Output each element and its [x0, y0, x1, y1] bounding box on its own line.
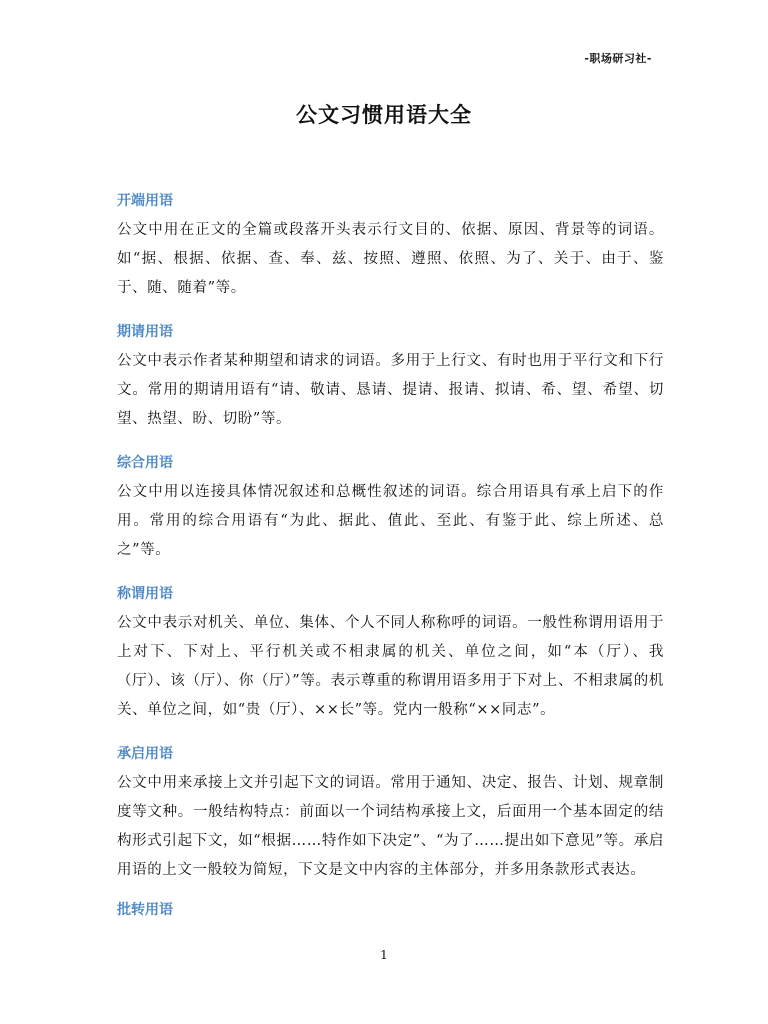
- page-title: 公文习惯用语大全: [296, 102, 472, 127]
- section-heading: 综合用语: [117, 455, 173, 471]
- section-summary-terms: [117, 452, 664, 565]
- section-heading: 期请用语: [117, 324, 173, 340]
- section-transition-terms: [117, 743, 664, 885]
- section-paragraph: 公文中用来承接上文并引起下文的词语。常用于通知、决定、报告、计划、规章制度等文种。一般结构特点：前面以一个词结构承接上文，后面用一个基本固定的结构形式引起下文，如“根据……特作如下决定”、“为了……提出如下意见”等。承启用语的上文一般较为简短，下文是文中内容的主体部分，并多用条款形式表达。: [117, 775, 664, 878]
- document-body: [117, 190, 664, 925]
- section-paragraph: 公文中表示对机关、单位、集体、个人不同人称称呼的词语。一般性称谓用语用于上对下、下对上、平行机关或不相隶属的机关、单位之间，如“本（厅）、我（厅）、该（厅）、你（厅）”等。表示尊重的称谓用语多用于下对上、不相隶属的机关、单位之间，如“贵（厅）、××长”等。党内一般称“××同志”。: [117, 615, 664, 718]
- page-number: 1: [380, 948, 388, 962]
- section-heading: 开端用语: [117, 193, 173, 209]
- section-paragraph: 公文中用以连接具体情况叙述和总概性叙述的词语。综合用语具有承上启下的作用。常用的综合用语有“为此、据此、值此、至此、有鉴于此、综上所述、总之”等。: [117, 484, 664, 558]
- section-heading: 称谓用语: [117, 586, 173, 602]
- section-address-terms: [117, 583, 664, 725]
- section-request-terms: [117, 321, 664, 434]
- section-opening-terms: [117, 190, 664, 303]
- header-watermark-text: -职场研习社-: [584, 52, 652, 65]
- section-heading-endorsement-terms: 批转用语: [117, 902, 173, 918]
- section-heading: 承启用语: [117, 746, 173, 762]
- section-paragraph: 公文中用在正文的全篇或段落开头表示行文目的、依据、原因、背景等的词语。如“据、根据、依据、查、奉、兹、按照、遵照、依照、为了、关于、由于、鉴于、随、随着”等。: [117, 222, 664, 296]
- section-paragraph: 公文中表示作者某种期望和请求的词语。多用于上行文、有时也用于平行文和下行文。常用的期请用语有“请、敬请、恳请、提请、报请、拟请、希、望、希望、切望、热望、盼、切盼”等。: [117, 353, 664, 427]
